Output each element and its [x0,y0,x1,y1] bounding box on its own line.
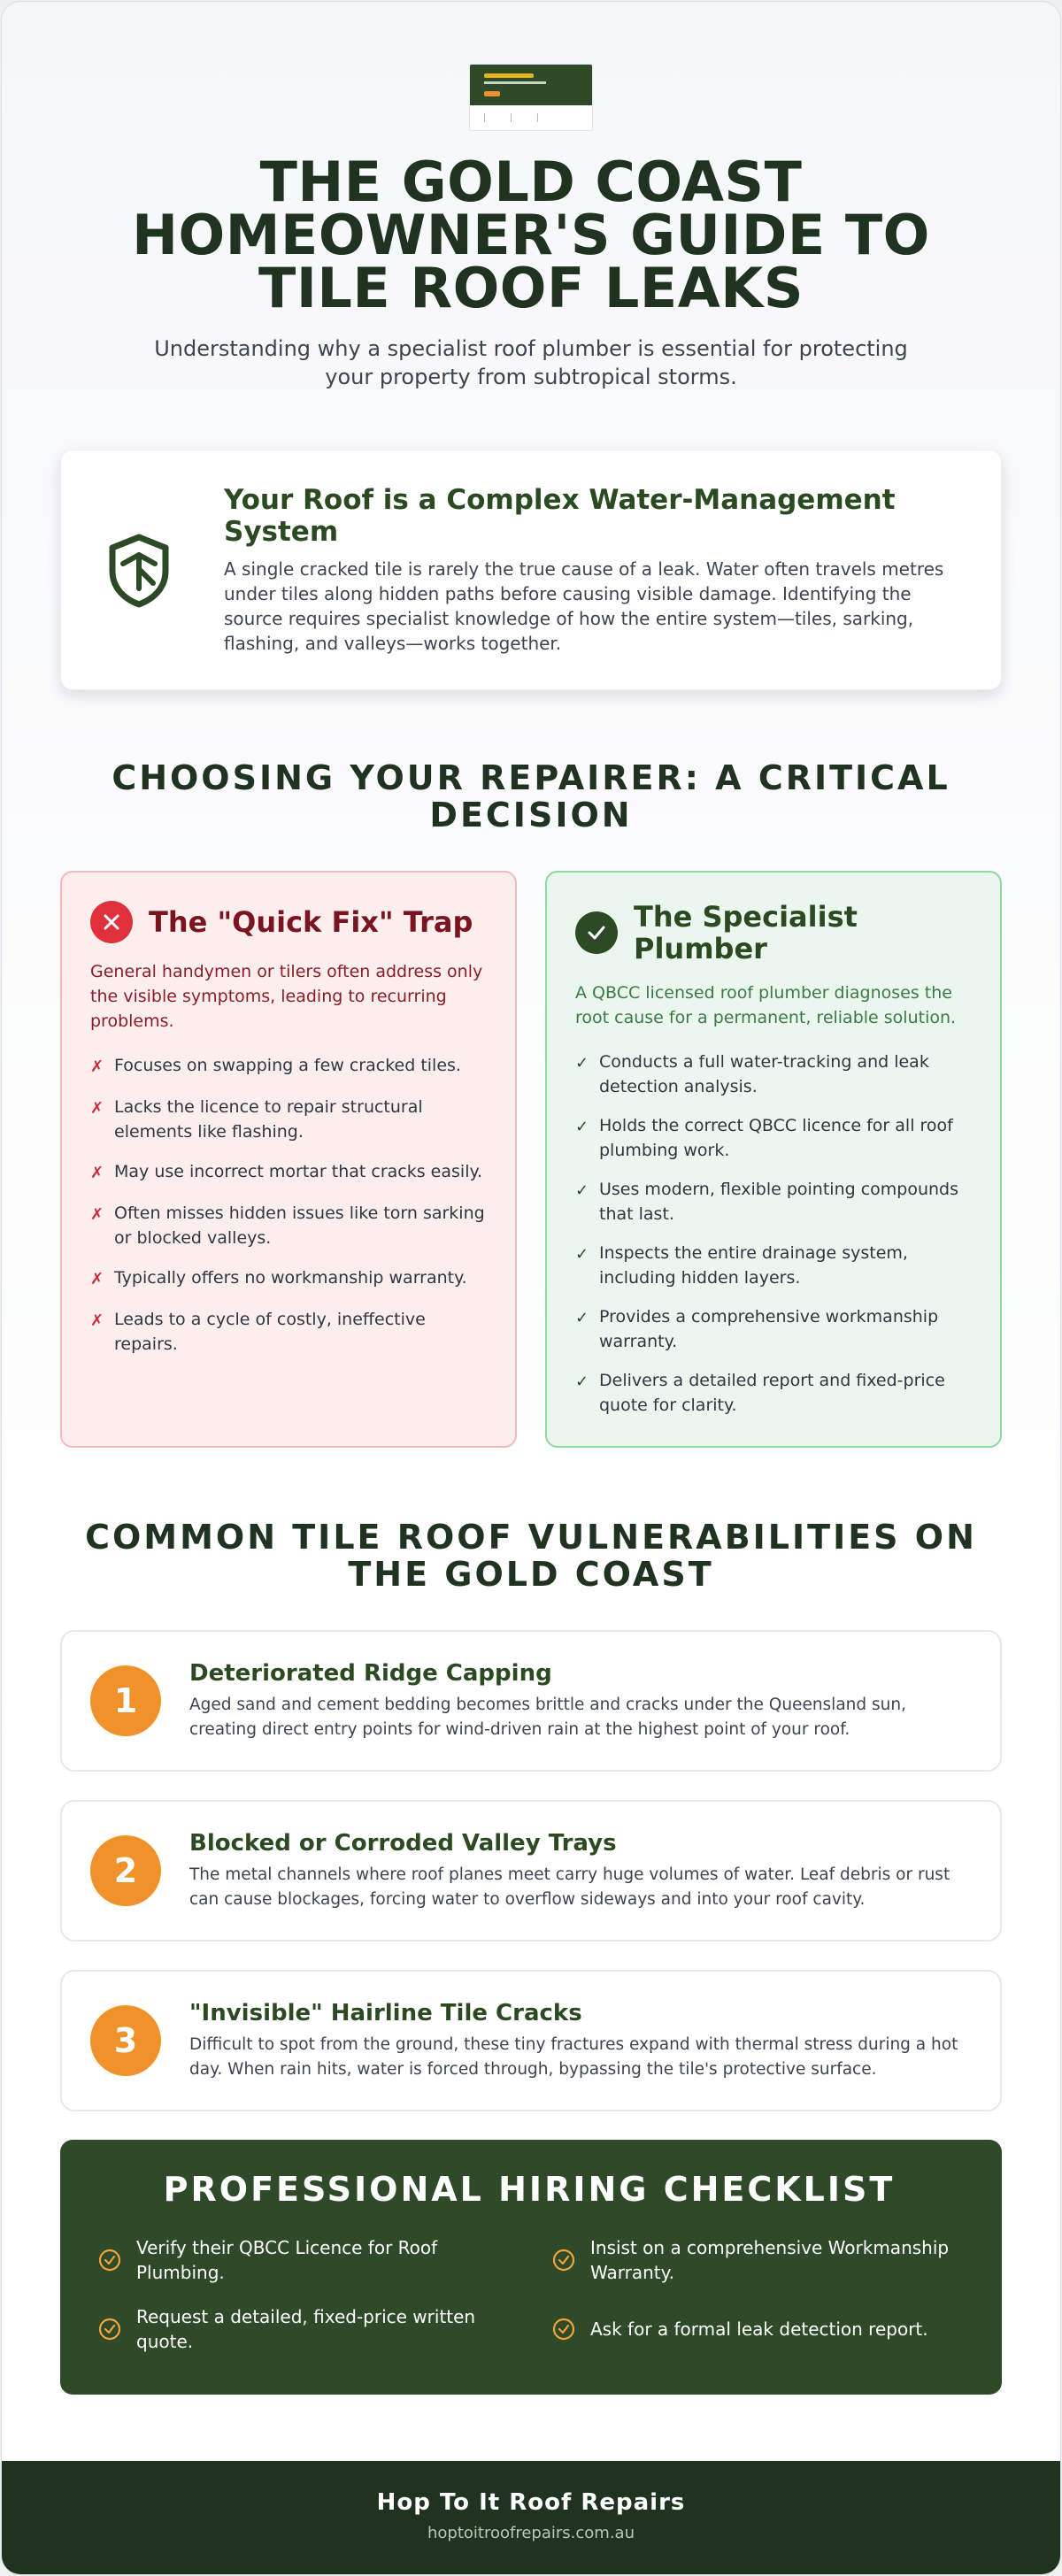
intro-body: A single cracked tile is rarely the true cause of a leak. Water often travels metres under tiles along hidden paths before causing visible damage. Identifying the source requires specialist knowledge of how the entire system—tiles, sarking, flashing, and valleys—works together. [224,558,944,654]
hero-thumbnail-image [469,64,593,131]
check-circle-icon [97,2317,122,2341]
list-item: ✗ Typically offers no workmanship warranty. [90,1265,487,1292]
footer-url-link[interactable]: hoptoitroofrepairs.com.au [427,2524,635,2542]
vulnerability-title: Deteriorated Ridge Capping [189,1660,552,1687]
number-badge: 1 [90,1665,161,1736]
list-item: ✓ Provides a comprehensive workmanship warranty. [575,1304,972,1354]
vulnerability-body: The metal channels where roof planes meet carry huge volumes of water. Leaf debris or rust can cause blockages, forcing water to overflow sideways and into your roof cavity. [189,1865,950,1909]
cross-icon: ✗ [90,1270,104,1288]
checklist-item: Ask for a formal leak detection report. [551,2304,961,2354]
page-subtitle: Understanding why a specialist roof plumber is essential for protecting your property from subtropical storms. [154,336,908,389]
check-icon: ✓ [575,1181,589,1200]
check-circle-icon [551,2248,576,2272]
checklist-item: Request a detailed, fixed-price written quote. [97,2304,507,2354]
check-circle-icon [97,2248,122,2272]
check-icon: ✓ [575,1245,589,1264]
checklist-item: Verify their QBCC Licence for Roof Plumbing. [97,2235,507,2285]
specialist-intro: A QBCC licensed roof plumber diagnoses the root cause for a permanent, reliable solution. [575,983,957,1027]
vulnerability-card [60,1800,1002,1942]
checklist-item: Insist on a comprehensive Workmanship Warranty. [551,2235,961,2285]
cross-icon: ✗ [90,1099,104,1118]
number-badge: 2 [90,1835,161,1906]
checklist-heading: PROFESSIONAL HIRING CHECKLIST [163,2170,896,2209]
shield-roof-icon [104,530,174,610]
list-item: ✗ May use incorrect mortar that cracks easily. [90,1159,487,1186]
list-item: ✓ Uses modern, flexible pointing compounds that last. [575,1177,972,1226]
infographic-page [1,1,1061,2575]
vulnerability-body: Aged sand and cement bedding becomes brittle and cracks under the Queensland sun, creating direct entry points for wind-driven rain at the highest point of your roof. [189,1696,906,1739]
list-item: ✓ Inspects the entire drainage system, including hidden layers. [575,1241,972,1290]
specialist-title: The Specialist Plumber [634,900,858,965]
vulnerabilities-list [60,1630,1002,2111]
list-item: ✓ Holds the correct QBCC licence for all roof plumbing work. [575,1113,972,1163]
number-badge: 3 [90,2005,161,2076]
quick-fix-column [60,871,517,1448]
cross-icon: ✗ [90,1164,104,1182]
check-circle-icon [551,2317,576,2341]
vulnerability-title: Blocked or Corroded Valley Trays [189,1830,617,1857]
vulnerability-body: Difficult to spot from the ground, these tiny fractures expand with thermal stress during a hot day. When rain hits, water is forced through, bypassing the tile's protective surface. [189,2035,958,2079]
quick-fix-title: The "Quick Fix" Trap [149,905,473,939]
cross-icon: ✗ [90,1057,104,1076]
check-icon: ✓ [575,1309,589,1327]
check-icon: ✓ [575,1373,589,1391]
vulnerability-card [60,1630,1002,1772]
check-icon: ✓ [575,1054,589,1073]
compare-heading: CHOOSING YOUR REPAIRER: A CRITICAL DECISION [112,758,950,834]
check-circle-icon [575,911,618,954]
specialist-list [575,1050,972,1418]
cross-icon: ✗ [90,1311,104,1330]
footer [2,2461,1060,2574]
intro-card [60,450,1002,690]
hiring-checklist [60,2140,1002,2395]
quick-fix-intro: General handymen or tilers often address only the visible symptoms, leading to recurring problems. [90,962,483,1031]
list-item: ✓ Conducts a full water-tracking and leak detection analysis. [575,1050,972,1099]
specialist-column [545,871,1002,1448]
close-icon [90,901,133,943]
vulnerability-card [60,1970,1002,2111]
list-item: ✗ Focuses on swapping a few cracked tiles. [90,1053,487,1080]
check-icon: ✓ [575,1118,589,1136]
compare-columns [60,871,1002,1448]
page-title: THE GOLD COAST HOMEOWNER'S GUIDE TO TILE ROOF LEAKS [132,150,930,320]
vulnerabilities-heading: COMMON TILE ROOF VULNERABILITIES ON THE GOLD COAST [85,1518,977,1594]
intro-heading: Your Roof is a Complex Water-Management System [224,484,896,548]
quick-fix-list [90,1053,487,1357]
list-item: ✗ Leads to a cycle of costly, ineffective repairs. [90,1307,487,1357]
cross-icon: ✗ [90,1205,104,1224]
list-item: ✗ Often misses hidden issues like torn sarking or blocked valleys. [90,1201,487,1250]
footer-brand: Hop To It Roof Repairs [376,2489,686,2516]
list-item: ✗ Lacks the licence to repair structural elements like flashing. [90,1095,487,1144]
vulnerability-title: "Invisible" Hairline Tile Cracks [189,2000,582,2026]
list-item: ✓ Delivers a detailed report and fixed-price quote for clarity. [575,1368,972,1418]
